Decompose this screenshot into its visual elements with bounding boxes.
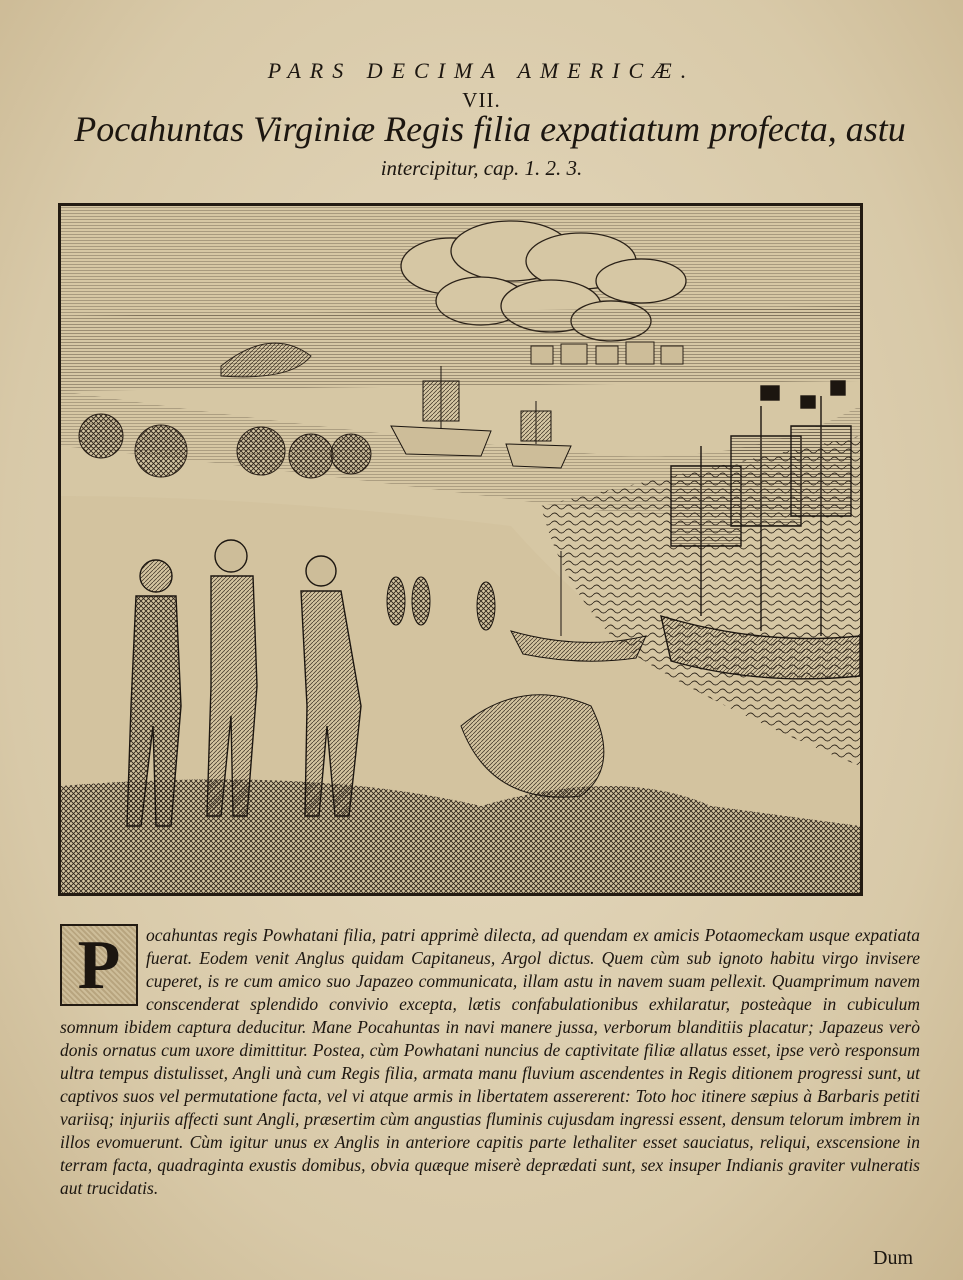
running-head: PARS DECIMA AMERICÆ.	[267, 58, 696, 83]
engraving-scene	[61, 206, 860, 893]
distant-land	[61, 306, 860, 391]
plate-number: VII.	[462, 88, 501, 112]
body-paragraph: ocahuntas regis Powhatani filia, patri apprimè dilecta, ad quendam ex amicis Potaomeckam usque expatiata fuerat. Eodem venit Anglus quidam Capitaneus, Argol dictus. Quem cùm sub ignoto habitu virgo invisere cuperet, is re cum amico suo Japazeo communicata, illam astu in navem suam pellexit. Quamprimum navem conscenderat splendido convivio excepta, lætis confabulationibus exhilaratur, posteàque in cubiculum somnum ibidem captura deducitur. Mane Pocahuntas in navi manere jussa, verborum blanditiis placatur; Japazeus verò donis ornatus cum uxore dimittitur. Postea, cùm Powhatani nuncius de captivitate filiæ allatus esset, ipse verò responsum ultra tempus distulisset, Angli unà cum Regis filia, armata manu fluvium ascendentes in Regis ditionem progressi sunt, ut captivos suos vel permutatione facta, vel vi atque armis in libertatem assererent: Toto hoc itinere sæpius à Barbaris petiti variisq; injuriis affecti sunt Angli, præsertim cùm angustias fluminis cujusdam ingressi essent, densum telorum imbrem in illos evomuerunt. Cùm igitur unus ex Anglis in anteriore capitis parte lethaliter esset sauciatus, reliqui, exscensione in terram facta, quadraginta exustis domibus, obvia quæque miserè deprædati sunt, sex insuper Indianis graviter vulneratis aut trucidatis.	[60, 925, 920, 1198]
latin-text	[60, 924, 920, 1200]
catchword: Dum	[873, 1247, 913, 1269]
engraving-illustration	[58, 203, 863, 896]
plate-subtitle: intercipitur, cap. 1. 2. 3.	[380, 156, 583, 180]
initial-letter: P	[77, 927, 121, 1004]
decorated-initial	[60, 924, 138, 1006]
plate-title: Pocahuntas Virginiæ Regis filia expatiatum profecta, astu	[74, 109, 906, 149]
